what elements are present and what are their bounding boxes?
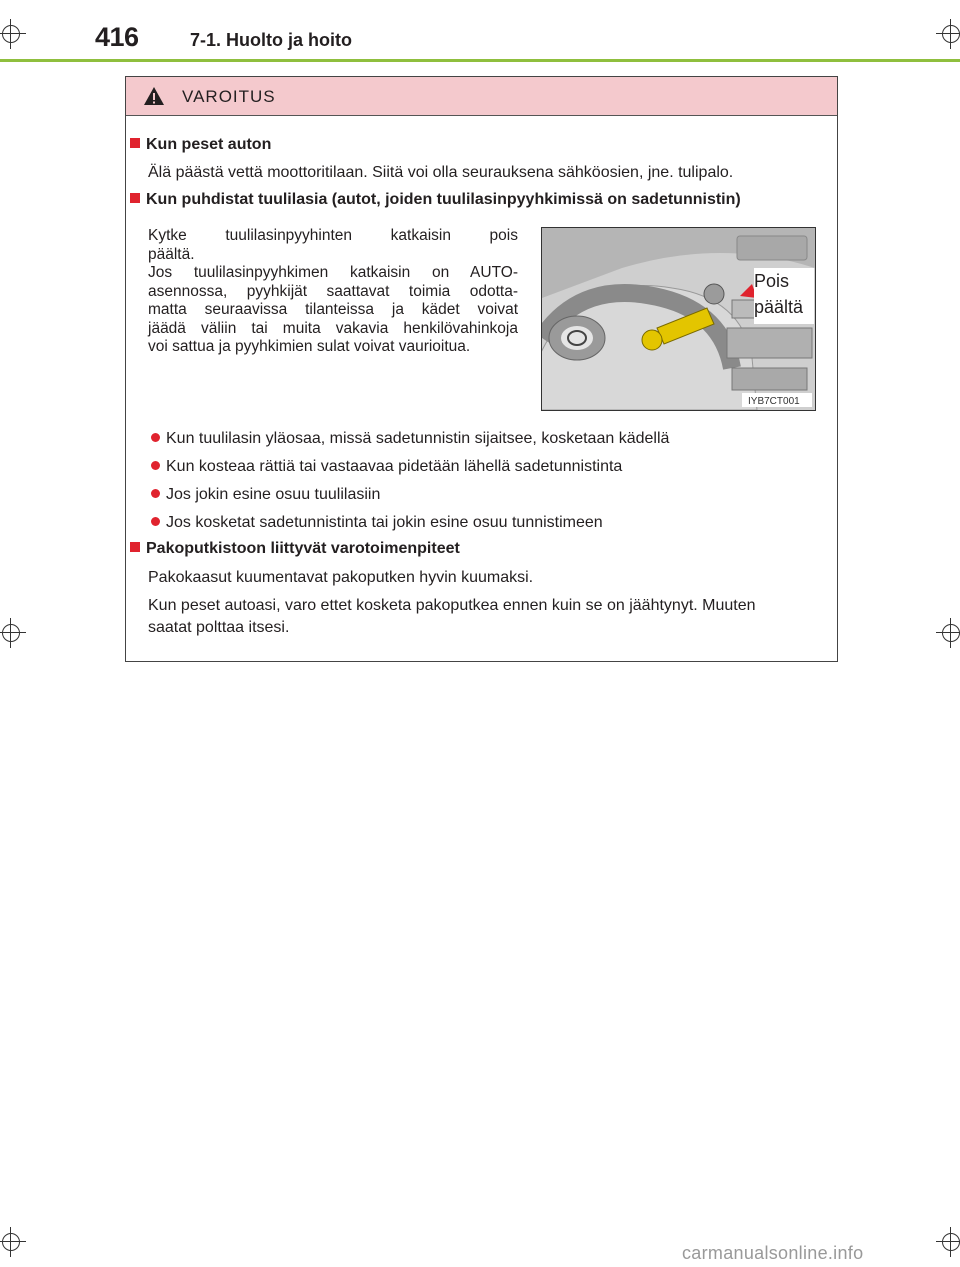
section-title: 7-1. Huolto ja hoito (190, 30, 352, 50)
text-exhaust-1: Pakokaasut kuumentavat pakoputken hyvin kuumaksi. (148, 569, 534, 586)
square-bullet-icon (130, 193, 140, 203)
paragraph-line: päältä. (148, 245, 195, 263)
heading-car-wash: Kun peset auton (130, 136, 271, 154)
square-bullet-icon (130, 138, 140, 148)
text-exhaust-2-line2: saatat polttaa itsesi. (148, 619, 290, 636)
round-bullet-icon (151, 461, 160, 470)
round-bullet-icon (151, 433, 160, 442)
warning-label: VAROITUS (182, 87, 276, 106)
paragraph-line: asennossa, pyyhkijät saattavat toimia odotta- (148, 282, 518, 300)
square-bullet-icon (130, 542, 140, 552)
text-exhaust-2-line1: Kun peset autoasi, varo ettet kosketa pakoputkea ennen kuin se on jäähtynyt. Muuten (148, 597, 756, 614)
paragraph-line: voi sattua ja pyyhkimien sulat voivat vaurioitua. (148, 338, 471, 355)
heading-exhaust: Pakoputkistoon liittyvät varotoimenpiteet (130, 540, 460, 558)
paragraph-line: Jos tuulilasinpyyhkimen katkaisin on AUTO- (148, 264, 518, 281)
header-rule (0, 59, 960, 62)
list-item: Jos kosketat sadetunnistinta tai jokin esine osuu tunnistimeen (151, 513, 603, 533)
image-code: IYB7CT001 (748, 396, 800, 407)
registration-mark-top-right (940, 23, 960, 45)
watermark[interactable]: carmanualsonline.info (682, 1243, 864, 1263)
registration-mark-mid-right (940, 622, 960, 644)
round-bullet-icon (151, 489, 160, 498)
list-item: Jos jokin esine osuu tuulilasiin (151, 485, 380, 505)
paragraph-line: Kytke tuulilasinpyyhinten katkaisin pois (148, 227, 518, 244)
page-number: 416 (95, 22, 139, 52)
registration-mark-bottom-left (0, 1231, 22, 1253)
paragraph-line: matta seuraavissa tilanteissa ja kädet voivat (148, 301, 518, 318)
off-label-line1: Pois (754, 271, 790, 291)
round-bullet-icon (151, 517, 160, 526)
off-position-label (754, 268, 814, 324)
paragraph-line: jäädä väliin tai muita vakavia henkilövahinkoja (148, 319, 518, 337)
warning-triangle-icon (143, 86, 165, 106)
registration-mark-top-left (0, 23, 22, 45)
off-label-line2: päältä (754, 297, 804, 317)
warning-header (126, 77, 837, 116)
heading-windshield-cleaning: Kun puhdistat tuulilasia (autot, joiden tuulilasinpyyhkimissä on sadetunnistin) (130, 191, 741, 209)
list-item: Kun tuulilasin yläosaa, missä sadetunnistin sijaitsee, kosketaan kädellä (151, 429, 669, 449)
text-car-wash: Älä päästä vettä moottoritilaan. Siitä voi olla seurauksena sähköosien, jne. tulipalo. (148, 164, 734, 181)
windshield-paragraph (148, 227, 518, 357)
registration-mark-bottom-right (940, 1231, 960, 1253)
list-item: Kun kosteaa rättiä tai vastaavaa pidetään lähellä sadetunnistinta (151, 457, 622, 477)
registration-mark-mid-left (0, 622, 22, 644)
